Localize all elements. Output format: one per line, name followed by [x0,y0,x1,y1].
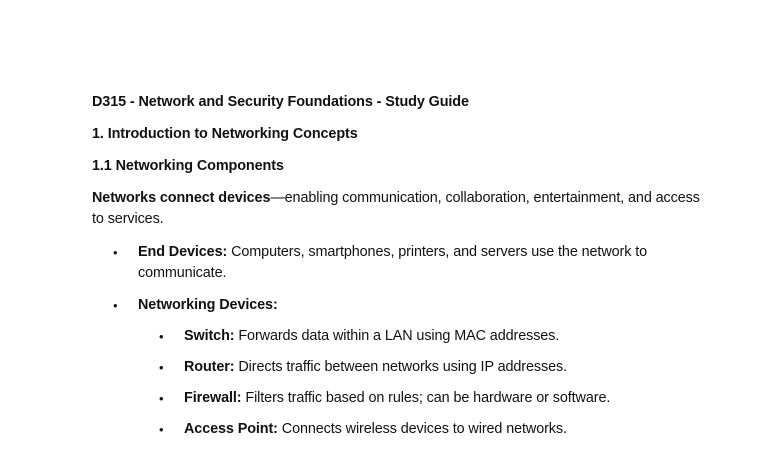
sub-item-label: Router: [184,359,235,375]
sub-item-access-point [138,419,702,440]
document-body [92,92,702,451]
sub-item-text: Connects wireless devices to wired networks. [277,421,567,437]
list-item-end-devices [92,242,702,284]
bullet-icon: • [113,245,118,260]
sub-item-label: Access Point: [184,421,278,437]
list-item-label: End Devices: [138,244,228,260]
sub-item-label: Firewall: [184,390,242,406]
sub-item-switch [138,326,702,347]
sub-item-text: Filters traffic based on rules; can be hardware or software. [241,390,611,406]
bullet-icon: • [159,329,164,344]
bullet-list [92,242,702,440]
bullet-icon: • [159,422,164,437]
bullet-icon: • [113,298,118,313]
list-item-label: Networking Devices: [138,297,278,313]
section-heading: 1. Introduction to Networking Concepts [92,126,358,142]
intro-text: —enabling communication, collaboration, entertainment, and access to services. [92,190,700,227]
sub-bullet-list [138,326,702,440]
sub-item-text: Forwards data within a LAN using MAC addresses. [234,328,560,344]
list-item-text: Computers, smartphones, printers, and servers use the network to communicate. [138,244,648,281]
bullet-icon: • [159,391,164,406]
sub-item-text: Directs traffic between networks using IP addresses. [234,359,567,375]
list-item-networking-devices [92,295,702,440]
sub-item-router [138,357,702,378]
bullet-icon: • [159,360,164,375]
intro-paragraph [92,188,702,230]
sub-item-label: Switch: [184,328,235,344]
sub-item-firewall [138,388,702,409]
subsection-heading: 1.1 Networking Components [92,158,284,174]
intro-bold-lead: Networks connect devices [92,190,271,206]
document-title: D315 - Network and Security Foundations - Study Guide [92,94,469,110]
